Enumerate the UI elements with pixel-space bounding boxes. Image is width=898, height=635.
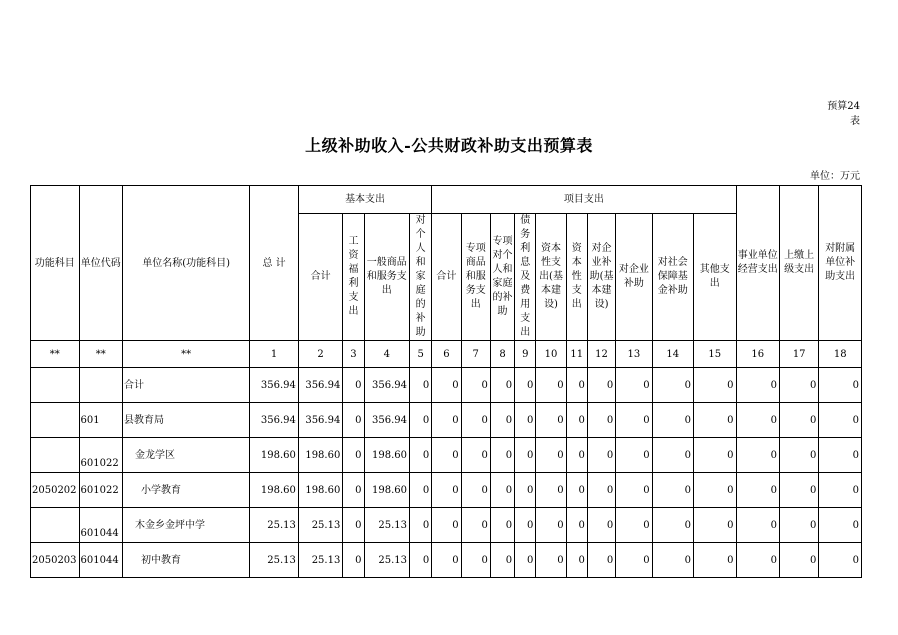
value-cell: 198.60 [298,438,342,473]
value-cell: 0 [566,473,587,508]
header-project-col: 专项对个人和家庭的补助 [490,214,514,341]
value-cell: 198.60 [250,438,299,473]
value-cell: 0 [652,438,693,473]
table-number-line2: 表 [850,116,860,127]
value-cell: 0 [694,508,736,543]
value-cell: 0 [343,438,364,473]
value-cell: 0 [515,543,536,578]
value-cell: 0 [461,543,490,578]
value-cell: 0 [515,473,536,508]
table-row [31,438,862,473]
value-cell: 25.13 [250,543,299,578]
value-cell: 25.13 [298,508,342,543]
unit-label: 单位：万元 [810,171,860,182]
value-cell: 356.94 [364,368,409,403]
value-cell: 0 [779,438,818,473]
value-cell: 0 [432,438,461,473]
index-cell: 6 [432,341,461,368]
header-basic-col: 一般商品和服务支出 [364,214,409,341]
value-cell: 0 [616,403,652,438]
value-cell: 0 [819,368,862,403]
index-cell: ** [79,341,122,368]
index-cell: 16 [736,341,779,368]
func-code-cell [31,508,80,543]
index-cell: 5 [410,341,432,368]
header-project-col: 资本性支出 [566,214,587,341]
value-cell: 0 [490,473,514,508]
value-cell: 0 [652,368,693,403]
value-cell: 356.94 [298,368,342,403]
value-cell: 356.94 [364,403,409,438]
header-project-col: 对企业补助 [616,214,652,341]
value-cell: 25.13 [364,508,409,543]
value-cell: 0 [515,368,536,403]
unit-code-cell [79,368,122,403]
value-cell: 0 [343,543,364,578]
unit-name-cell: 合计 [122,368,249,403]
header-project-group: 项目支出 [432,186,736,214]
index-cell: ** [122,341,249,368]
header-row-1 [31,186,862,214]
header-biz-unit: 事业单位经营支出 [736,186,779,341]
value-cell: 0 [616,368,652,403]
unit-code-cell: 601022 [79,473,122,508]
value-cell: 0 [461,368,490,403]
value-cell: 0 [490,438,514,473]
func-code-cell: 2050202 [31,473,80,508]
header-basic-group: 基本支出 [298,186,431,214]
value-cell: 0 [819,438,862,473]
value-cell: 0 [490,508,514,543]
value-cell: 25.13 [298,543,342,578]
value-cell: 0 [461,508,490,543]
index-cell: 11 [566,341,587,368]
func-code-cell [31,438,80,473]
value-cell: 0 [779,368,818,403]
header-unit-name: 单位名称(功能科目) [122,186,249,341]
value-cell: 0 [410,403,432,438]
header-basic-col: 工资福利支出 [343,214,364,341]
value-cell: 0 [616,508,652,543]
value-cell: 198.60 [364,438,409,473]
value-cell: 0 [432,543,461,578]
value-cell: 0 [536,368,566,403]
value-cell: 0 [616,543,652,578]
value-cell: 0 [566,543,587,578]
value-cell: 0 [587,473,615,508]
index-cell: 17 [779,341,818,368]
value-cell: 0 [343,508,364,543]
value-cell: 0 [587,438,615,473]
value-cell: 0 [587,368,615,403]
header-unit-code: 单位代码 [79,186,122,341]
index-row [31,341,862,368]
value-cell: 0 [779,403,818,438]
value-cell: 0 [490,403,514,438]
index-cell: 1 [250,341,299,368]
header-project-col: 债务利息及费用支出 [515,214,536,341]
unit-name-cell: 小学教育 [122,473,249,508]
value-cell: 0 [410,473,432,508]
value-cell: 25.13 [364,543,409,578]
value-cell: 0 [587,508,615,543]
index-cell: 14 [652,341,693,368]
unit-name-cell: 木金乡金坪中学 [122,508,249,543]
value-cell: 0 [736,368,779,403]
func-code-cell [31,403,80,438]
value-cell: 0 [410,508,432,543]
value-cell: 0 [736,403,779,438]
value-cell: 356.94 [298,403,342,438]
header-func-code: 功能科目 [31,186,80,341]
value-cell: 0 [736,508,779,543]
unit-code-cell: 601044 [79,543,122,578]
value-cell: 0 [410,543,432,578]
func-code-cell [31,368,80,403]
index-cell: ** [31,341,80,368]
value-cell: 0 [736,438,779,473]
value-cell: 0 [432,508,461,543]
value-cell: 0 [694,368,736,403]
header-upper: 上缴上级支出 [779,186,818,341]
value-cell: 0 [819,508,862,543]
index-cell: 8 [490,341,514,368]
index-cell: 18 [819,341,862,368]
unit-code-cell: 601 [79,403,122,438]
value-cell: 0 [694,438,736,473]
header-subsidiary: 对附属单位补助支出 [819,186,862,341]
page-title: 上级补助收入-公共财政补助支出预算表 [305,136,593,155]
value-cell: 0 [652,403,693,438]
value-cell: 0 [566,368,587,403]
index-cell: 7 [461,341,490,368]
header-project-col: 对社会保障基金补助 [652,214,693,341]
index-cell: 13 [616,341,652,368]
index-cell: 15 [694,341,736,368]
value-cell: 0 [736,543,779,578]
table-number-line1: 预算24 [827,101,860,112]
value-cell: 0 [566,508,587,543]
value-cell: 0 [461,438,490,473]
table-row [31,368,862,403]
value-cell: 0 [616,473,652,508]
value-cell: 0 [587,543,615,578]
unit-name-cell: 初中教育 [122,543,249,578]
value-cell: 0 [652,543,693,578]
value-cell: 0 [694,543,736,578]
value-cell: 198.60 [298,473,342,508]
value-cell: 0 [566,403,587,438]
value-cell: 0 [536,543,566,578]
table-row [31,403,862,438]
value-cell: 0 [819,473,862,508]
value-cell: 0 [410,438,432,473]
value-cell: 0 [515,403,536,438]
value-cell: 0 [587,403,615,438]
value-cell: 0 [343,473,364,508]
table-row [31,543,862,578]
value-cell: 0 [652,473,693,508]
unit-name-cell: 金龙学区 [122,438,249,473]
value-cell: 0 [819,403,862,438]
unit-name-cell: 县教育局 [122,403,249,438]
value-cell: 0 [616,438,652,473]
value-cell: 0 [819,543,862,578]
header-project-col: 对企业补助(基本建设) [587,214,615,341]
index-cell: 4 [364,341,409,368]
header-project-col: 其他支出 [694,214,736,341]
value-cell: 0 [461,403,490,438]
value-cell: 0 [490,368,514,403]
value-cell: 0 [694,403,736,438]
table-row [31,473,862,508]
value-cell: 198.60 [250,473,299,508]
value-cell: 0 [515,508,536,543]
header-total: 总 计 [250,186,299,341]
value-cell: 0 [536,508,566,543]
value-cell: 0 [343,403,364,438]
index-cell: 10 [536,341,566,368]
value-cell: 0 [515,438,536,473]
value-cell: 0 [694,473,736,508]
value-cell: 0 [410,368,432,403]
value-cell: 0 [566,438,587,473]
value-cell: 0 [779,543,818,578]
value-cell: 25.13 [250,508,299,543]
header-basic-col: 对个人和家庭的补助 [410,214,432,341]
table-row [31,508,862,543]
value-cell: 0 [652,508,693,543]
value-cell: 198.60 [364,473,409,508]
value-cell: 0 [536,438,566,473]
value-cell: 0 [490,543,514,578]
header-project-col: 合计 [432,214,461,341]
value-cell: 0 [432,368,461,403]
value-cell: 0 [461,473,490,508]
header-basic-col: 合计 [298,214,342,341]
index-cell: 9 [515,341,536,368]
index-cell: 12 [587,341,615,368]
value-cell: 356.94 [250,368,299,403]
value-cell: 0 [736,473,779,508]
value-cell: 0 [536,473,566,508]
func-code-cell: 2050203 [31,543,80,578]
budget-table [30,185,862,578]
value-cell: 0 [432,473,461,508]
value-cell: 0 [536,403,566,438]
value-cell: 0 [343,368,364,403]
value-cell: 0 [432,403,461,438]
header-project-col: 资本性支出(基本建设) [536,214,566,341]
index-cell: 2 [298,341,342,368]
unit-code-cell: 601044 [79,508,122,543]
unit-code-cell: 601022 [79,438,122,473]
value-cell: 0 [779,473,818,508]
header-project-col: 专项商品和服务支出 [461,214,490,341]
index-cell: 3 [343,341,364,368]
value-cell: 0 [779,508,818,543]
value-cell: 356.94 [250,403,299,438]
